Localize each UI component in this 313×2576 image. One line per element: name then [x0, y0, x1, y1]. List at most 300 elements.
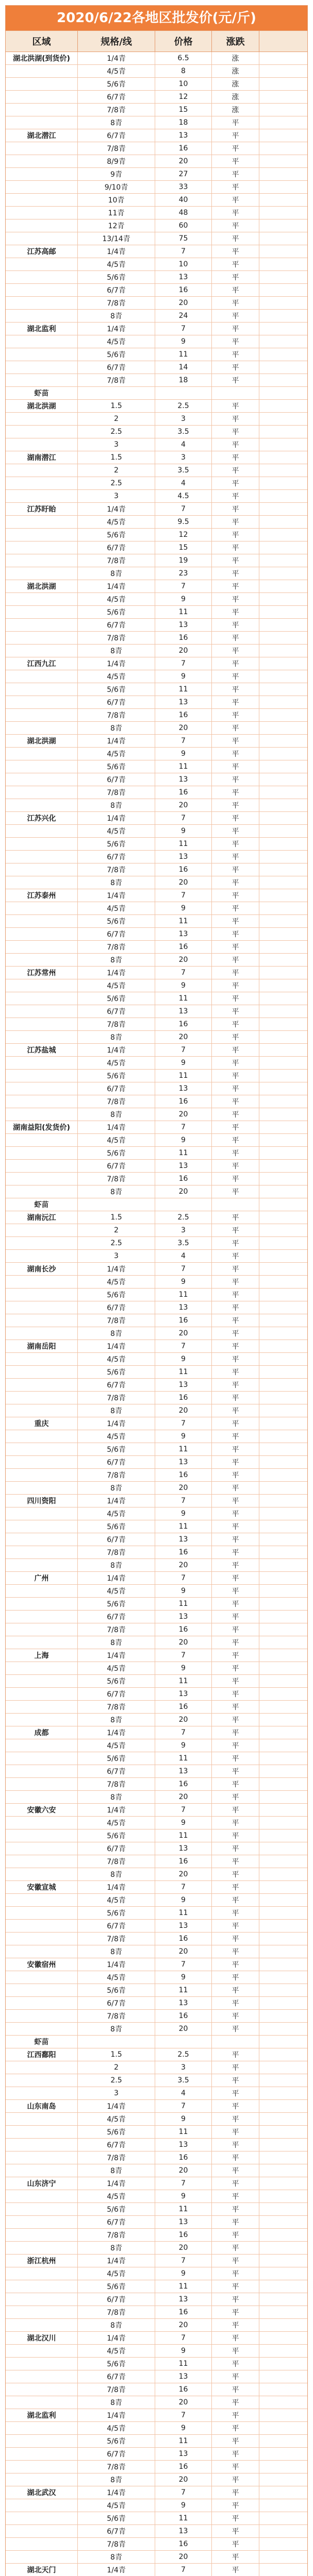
region-cell — [6, 593, 78, 605]
table-row — [6, 284, 307, 297]
region-cell — [6, 2551, 78, 2563]
price-cell: 11 — [155, 1443, 212, 1455]
table-row — [6, 2499, 307, 2512]
price-cell: 16 — [155, 1314, 212, 1327]
spec-cell: 5/6青 — [78, 1366, 155, 1378]
trend-cell: 平 — [212, 889, 259, 902]
table-row — [6, 696, 307, 709]
region-cell — [6, 490, 78, 502]
spec-cell: 4/5青 — [78, 1057, 155, 1069]
spec-cell: 13/14青 — [78, 232, 155, 245]
price-cell: 20 — [155, 799, 212, 811]
trend-cell: 平 — [212, 1430, 259, 1443]
price-cell: 7 — [155, 245, 212, 258]
price-cell: 40 — [155, 194, 212, 206]
extra-cell — [259, 1314, 308, 1327]
trend-cell: 平 — [212, 413, 259, 425]
spec-cell: 6/7青 — [78, 1920, 155, 1932]
region-cell — [6, 1688, 78, 1700]
price-cell: 20 — [155, 155, 212, 167]
price-cell: 16 — [155, 2229, 212, 2241]
price-cell: 20 — [155, 1714, 212, 1726]
extra-cell — [259, 541, 308, 554]
spec-cell — [78, 1198, 155, 1211]
spec-cell: 5/6青 — [78, 78, 155, 90]
spec-cell: 7/8青 — [78, 786, 155, 799]
trend-cell: 平 — [212, 2448, 259, 2460]
extra-cell — [259, 2486, 308, 2499]
spec-cell: 6/7青 — [78, 1997, 155, 2009]
trend-cell: 平 — [212, 2383, 259, 2396]
price-cell: 16 — [155, 1701, 212, 1713]
region-cell — [6, 1327, 78, 1340]
spec-cell: 5/6青 — [78, 2126, 155, 2138]
trend-cell: 平 — [212, 1611, 259, 1623]
col-spec: 规格/线 — [78, 31, 155, 52]
region-cell: 湖北汉川 — [6, 2332, 78, 2344]
spec-cell: 5/6青 — [78, 1598, 155, 1610]
region-cell — [6, 1082, 78, 1095]
trend-cell: 涨 — [212, 91, 259, 103]
extra-cell — [259, 1173, 308, 1185]
trend-cell: 平 — [212, 2345, 259, 2357]
extra-cell — [259, 2203, 308, 2215]
table-row — [6, 1675, 307, 1688]
extra-cell — [259, 1726, 308, 1739]
price-cell: 2.5 — [155, 1211, 212, 1224]
spec-cell: 8青 — [78, 2473, 155, 2486]
table-row — [6, 2151, 307, 2164]
trend-cell: 平 — [212, 1765, 259, 1777]
extra-cell — [259, 2048, 308, 2061]
spec-cell: 1.5 — [78, 2048, 155, 2061]
extra-cell — [259, 1134, 308, 1146]
trend-cell: 平 — [212, 400, 259, 412]
extra-cell — [259, 529, 308, 541]
region-cell — [6, 2396, 78, 2409]
table-row — [6, 889, 307, 902]
table-row — [6, 1018, 307, 1031]
trend-cell: 平 — [212, 374, 259, 386]
table-row — [6, 1945, 307, 1958]
table-row — [6, 2023, 307, 2036]
extra-cell — [259, 1495, 308, 1507]
spec-cell: 5/6青 — [78, 2358, 155, 2370]
spec-cell: 4/5青 — [78, 258, 155, 270]
extra-cell — [259, 413, 308, 425]
trend-cell: 平 — [212, 516, 259, 528]
spec-cell: 11青 — [78, 207, 155, 219]
region-cell — [6, 1817, 78, 1829]
trend-cell — [212, 1198, 259, 1211]
trend-cell: 平 — [212, 2551, 259, 2563]
table-row — [6, 258, 307, 271]
table-row — [6, 1147, 307, 1160]
region-cell — [6, 2512, 78, 2524]
price-cell: 20 — [155, 645, 212, 657]
table-row — [6, 1031, 307, 1044]
table-row — [6, 516, 307, 529]
extra-cell — [259, 2113, 308, 2125]
trend-cell: 平 — [212, 2126, 259, 2138]
extra-cell — [259, 1585, 308, 1597]
trend-cell: 平 — [212, 181, 259, 193]
table-row — [6, 979, 307, 992]
extra-cell — [259, 1907, 308, 1919]
extra-cell — [259, 1817, 308, 1829]
spec-cell: 4/5青 — [78, 670, 155, 683]
region-cell — [6, 2216, 78, 2228]
price-cell: 3.5 — [155, 2074, 212, 2087]
spec-cell: 4/5青 — [78, 2345, 155, 2357]
price-cell: 16 — [155, 2010, 212, 2022]
spec-cell: 6/7青 — [78, 1082, 155, 1095]
extra-cell — [259, 1057, 308, 1069]
table-row — [6, 2486, 307, 2499]
price-cell: 11 — [155, 1070, 212, 1082]
price-cell: 3 — [155, 413, 212, 425]
region-cell — [6, 1894, 78, 1906]
trend-cell: 平 — [212, 580, 259, 592]
trend-cell: 平 — [212, 1250, 259, 1262]
spec-cell: 6/7青 — [78, 928, 155, 940]
trend-cell: 平 — [212, 529, 259, 541]
extra-cell — [259, 2087, 308, 2099]
extra-cell — [259, 2177, 308, 2190]
price-cell: 27 — [155, 168, 212, 180]
extra-cell — [259, 2473, 308, 2486]
table-row — [6, 1881, 307, 1894]
spec-cell: 8青 — [78, 116, 155, 129]
price-cell: 7 — [155, 503, 212, 515]
extra-cell — [259, 258, 308, 270]
trend-cell: 平 — [212, 1404, 259, 1417]
table-row — [6, 825, 307, 838]
trend-cell: 平 — [212, 2087, 259, 2099]
trend-cell: 平 — [212, 258, 259, 270]
price-cell: 16 — [155, 1855, 212, 1868]
trend-cell: 平 — [212, 1623, 259, 1636]
region-cell — [6, 2383, 78, 2396]
region-cell — [6, 2370, 78, 2383]
region-cell — [6, 1095, 78, 1108]
price-cell: 11 — [155, 1147, 212, 1159]
price-cell: 16 — [155, 941, 212, 953]
table-row — [6, 503, 307, 516]
price-cell: 9 — [155, 2267, 212, 2280]
table-row — [6, 2525, 307, 2538]
trend-cell: 平 — [212, 1984, 259, 1996]
extra-cell — [259, 2319, 308, 2331]
price-cell: 3 — [155, 2061, 212, 2074]
trend-cell: 平 — [212, 2267, 259, 2280]
trend-cell: 平 — [212, 1301, 259, 1314]
spec-cell: 4/5青 — [78, 2113, 155, 2125]
trend-cell: 平 — [212, 1855, 259, 1868]
trend-cell: 平 — [212, 1971, 259, 1984]
table-row — [6, 2538, 307, 2551]
region-cell: 江西鄱阳 — [6, 2048, 78, 2061]
price-cell: 20 — [155, 722, 212, 734]
extra-cell — [259, 1121, 308, 1133]
spec-cell: 7/8青 — [78, 554, 155, 567]
region-cell — [6, 670, 78, 683]
price-cell: 13 — [155, 773, 212, 786]
region-cell — [6, 1739, 78, 1752]
extra-cell — [259, 2306, 308, 2318]
region-cell — [6, 1855, 78, 1868]
table-row — [6, 1044, 307, 1057]
region-cell: 江苏常州 — [6, 967, 78, 979]
spec-cell: 1/4青 — [78, 967, 155, 979]
trend-cell — [212, 387, 259, 399]
price-cell: 11 — [155, 1907, 212, 1919]
spec-cell: 1/4青 — [78, 812, 155, 824]
region-cell — [6, 2280, 78, 2293]
trend-cell: 平 — [212, 1276, 259, 1288]
extra-cell — [259, 2242, 308, 2254]
spec-cell: 6/7青 — [78, 361, 155, 374]
table-row — [6, 426, 307, 438]
price-cell: 16 — [155, 709, 212, 721]
table-row — [6, 2229, 307, 2242]
trend-cell: 平 — [212, 1160, 259, 1172]
table-row — [6, 1636, 307, 1649]
spec-cell: 8青 — [78, 2396, 155, 2409]
spec-cell: 8青 — [78, 2242, 155, 2254]
table-row — [6, 1726, 307, 1739]
spec-cell: 7/8青 — [78, 863, 155, 876]
region-cell — [6, 554, 78, 567]
table-row — [6, 1662, 307, 1675]
price-cell: 8 — [155, 65, 212, 77]
spec-cell: 8青 — [78, 876, 155, 889]
extra-cell — [259, 2332, 308, 2344]
extra-cell — [259, 1289, 308, 1301]
spec-cell: 4/5青 — [78, 902, 155, 914]
trend-cell: 平 — [212, 2139, 259, 2151]
region-cell: 湖北洪湖 — [6, 735, 78, 747]
table-row — [6, 104, 307, 116]
region-cell — [6, 1147, 78, 1159]
spec-cell: 5/6青 — [78, 529, 155, 541]
spec-cell: 3 — [78, 1250, 155, 1262]
extra-cell — [259, 786, 308, 799]
price-cell: 13 — [155, 2293, 212, 2306]
price-cell: 16 — [155, 1173, 212, 1185]
trend-cell: 平 — [212, 1469, 259, 1481]
price-cell: 19 — [155, 554, 212, 567]
spec-cell: 4/5青 — [78, 65, 155, 77]
trend-cell: 平 — [212, 1482, 259, 1494]
extra-cell — [259, 1778, 308, 1790]
extra-cell — [259, 889, 308, 902]
trend-cell: 平 — [212, 1662, 259, 1674]
spec-cell: 8青 — [78, 1031, 155, 1043]
price-cell: 12 — [155, 91, 212, 103]
extra-cell — [259, 1894, 308, 1906]
extra-cell — [259, 1881, 308, 1893]
table-row — [6, 2564, 307, 2576]
extra-cell — [259, 194, 308, 206]
region-cell — [6, 1752, 78, 1765]
trend-cell: 平 — [212, 1958, 259, 1971]
price-cell: 20 — [155, 1185, 212, 1198]
price-cell: 7 — [155, 967, 212, 979]
region-cell — [6, 1469, 78, 1481]
region-cell — [6, 1507, 78, 1520]
extra-cell — [259, 1984, 308, 1996]
region-cell — [6, 155, 78, 167]
extra-cell — [259, 1701, 308, 1713]
extra-cell — [259, 2010, 308, 2022]
extra-cell — [259, 1546, 308, 1558]
region-cell: 上海 — [6, 1649, 78, 1662]
table-row — [6, 876, 307, 889]
spec-cell: 4/5青 — [78, 1817, 155, 1829]
table-row — [6, 748, 307, 760]
price-cell: 9 — [155, 2499, 212, 2512]
price-cell: 11 — [155, 1598, 212, 1610]
table-row — [6, 1443, 307, 1456]
price-cell: 11 — [155, 1366, 212, 1378]
price-cell: 7 — [155, 1804, 212, 1816]
region-cell — [6, 1533, 78, 1546]
trend-cell: 平 — [212, 310, 259, 322]
region-cell: 江苏盱眙 — [6, 503, 78, 515]
price-cell: 12 — [155, 529, 212, 541]
trend-cell: 平 — [212, 503, 259, 515]
region-cell: 湖北洪湖 — [6, 580, 78, 592]
trend-cell: 平 — [212, 838, 259, 850]
trend-cell: 平 — [212, 1804, 259, 1816]
region-cell: 江苏兴化 — [6, 812, 78, 824]
table-row — [6, 52, 307, 65]
trend-cell: 平 — [212, 606, 259, 618]
region-cell — [6, 928, 78, 940]
price-cell: 7 — [155, 1340, 212, 1352]
extra-cell — [259, 1945, 308, 1958]
spec-cell: 7/8青 — [78, 1018, 155, 1030]
region-cell — [6, 413, 78, 425]
extra-cell — [259, 606, 308, 618]
spec-cell: 8青 — [78, 1404, 155, 1417]
region-cell — [6, 232, 78, 245]
region-cell — [6, 1404, 78, 1417]
trend-cell: 平 — [212, 760, 259, 773]
table-row — [6, 2113, 307, 2126]
spec-cell: 4/5青 — [78, 593, 155, 605]
region-cell — [6, 335, 78, 348]
price-cell: 9 — [155, 593, 212, 605]
table-row — [6, 1366, 307, 1379]
price-cell: 9 — [155, 335, 212, 348]
table-row — [6, 645, 307, 657]
trend-cell: 平 — [212, 1636, 259, 1649]
trend-cell: 平 — [212, 1018, 259, 1030]
price-cell: 9 — [155, 2190, 212, 2202]
table-row — [6, 1907, 307, 1920]
spec-cell: 6/7青 — [78, 1379, 155, 1391]
trend-cell: 平 — [212, 657, 259, 670]
extra-cell — [259, 2229, 308, 2241]
spec-cell: 7/8青 — [78, 1469, 155, 1481]
spec-cell: 8青 — [78, 1482, 155, 1494]
spec-cell: 1/4青 — [78, 2255, 155, 2267]
price-cell: 11 — [155, 1520, 212, 1533]
region-cell — [6, 464, 78, 477]
price-cell: 20 — [155, 2319, 212, 2331]
price-cell: 9 — [155, 1353, 212, 1365]
trend-cell: 平 — [212, 735, 259, 747]
region-cell — [6, 760, 78, 773]
region-cell: 湖南益阳(发货价) — [6, 1121, 78, 1133]
table-row — [6, 2139, 307, 2151]
trend-cell: 平 — [212, 1675, 259, 1687]
extra-cell — [259, 2422, 308, 2434]
table-row — [6, 2190, 307, 2203]
table-row — [6, 1791, 307, 1804]
extra-cell — [259, 992, 308, 1005]
trend-cell: 平 — [212, 2486, 259, 2499]
price-cell: 4 — [155, 477, 212, 489]
table-row — [6, 194, 307, 207]
trend-cell: 平 — [212, 1289, 259, 1301]
region-cell — [6, 1456, 78, 1468]
trend-cell: 平 — [212, 799, 259, 811]
trend-cell: 平 — [212, 1044, 259, 1056]
table-row — [6, 1894, 307, 1907]
table-row — [6, 1327, 307, 1340]
trend-cell: 平 — [212, 129, 259, 142]
spec-cell: 2.5 — [78, 426, 155, 438]
extra-cell — [259, 426, 308, 438]
region-cell — [6, 2345, 78, 2357]
region-cell — [6, 2293, 78, 2306]
region-cell — [6, 799, 78, 811]
region-cell: 湖北监利 — [6, 2409, 78, 2421]
region-cell — [6, 2151, 78, 2164]
extra-cell — [259, 451, 308, 464]
trend-cell: 平 — [212, 1340, 259, 1352]
price-cell: 16 — [155, 2538, 212, 2550]
price-cell: 11 — [155, 1675, 212, 1687]
spec-cell: 8青 — [78, 2551, 155, 2563]
price-cell: 9 — [155, 2113, 212, 2125]
region-cell: 江苏盐城 — [6, 1044, 78, 1056]
table-row — [6, 2164, 307, 2177]
table-row — [6, 632, 307, 645]
extra-cell — [259, 477, 308, 489]
trend-cell: 平 — [212, 2216, 259, 2228]
table-row — [6, 2100, 307, 2113]
region-cell — [6, 65, 78, 77]
price-cell: 20 — [155, 2551, 212, 2563]
spec-cell: 2.5 — [78, 2074, 155, 2087]
section-label: 虾苗 — [6, 2036, 78, 2048]
trend-cell: 平 — [212, 2306, 259, 2318]
price-cell: 60 — [155, 219, 212, 232]
trend-cell: 平 — [212, 1688, 259, 1700]
trend-cell: 平 — [212, 2435, 259, 2447]
region-cell — [6, 1611, 78, 1623]
price-cell: 16 — [155, 2383, 212, 2396]
table-row — [6, 2370, 307, 2383]
trend-cell: 平 — [212, 1507, 259, 1520]
price-cell: 20 — [155, 1868, 212, 1880]
extra-cell — [259, 181, 308, 193]
region-cell: 江苏泰州 — [6, 889, 78, 902]
